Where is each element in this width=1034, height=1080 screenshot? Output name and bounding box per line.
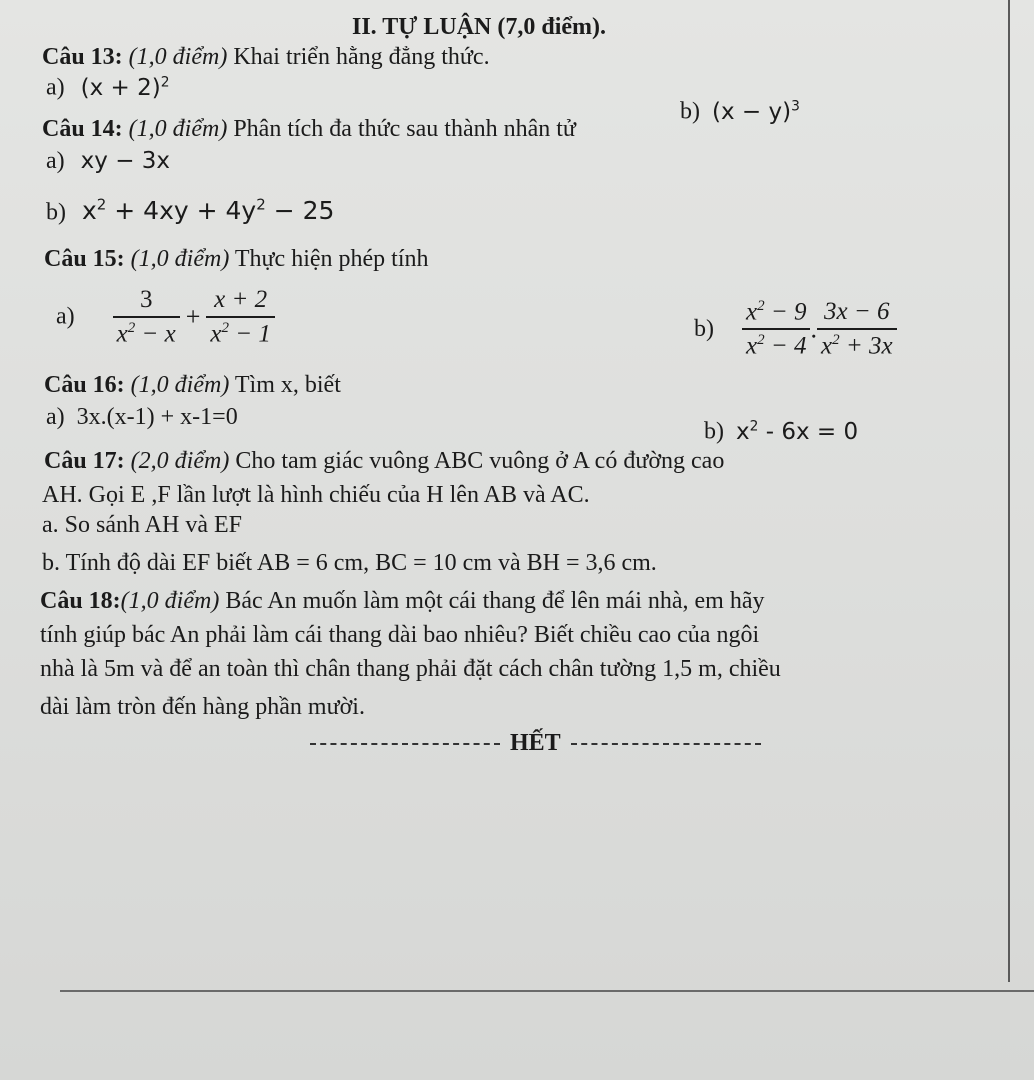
q16-a-label: a) (46, 404, 65, 430)
q13-part-b (680, 98, 800, 126)
end-text: HẾT (510, 730, 561, 756)
q15-a-fraction-2: $\frac{x + 2}{x^2 - 1}$ (206, 286, 274, 348)
q13-points: (1,0 điểm) (128, 44, 228, 70)
q15-part-b: b) $\frac{x^2 - 9}{x^2 - 4}$ . $\frac{3x - 6}{x^2 + 3x}$ (694, 298, 897, 361)
q16-b-label: b) (704, 418, 724, 445)
q18-line-3: nhà là 5m và để an toàn thì chân thang phải đặt cách chân tường 1,5 m, chiều (40, 656, 781, 682)
q18-line-2: tính giúp bác An phải làm cái thang dài bao nhiêu? Biết chiều cao của ngôi (40, 622, 760, 648)
q18-label: Câu 18: (40, 588, 121, 614)
q15-a-label: a) (56, 303, 75, 330)
q14-text: Phân tích đa thức sau thành nhân tử (233, 116, 576, 142)
q18-points: (1,0 điểm) (120, 588, 220, 614)
q16-points: (1,0 điểm) (130, 372, 230, 398)
q18-line-4: dài làm tròn đến hàng phần mười. (40, 694, 365, 720)
q17-part-b: b. Tính độ dài EF biết AB = 6 cm, BC = 10 cm và BH = 3,6 cm. (42, 550, 657, 576)
q14-a-expr: xy − 3x (80, 148, 171, 174)
q15-b-fraction-1: $\frac{x^2 - 9}{x^2 - 4}$ (742, 298, 810, 361)
q15-b-label: b) (694, 315, 714, 342)
q14-label: Câu 14: (42, 116, 123, 142)
q13-b-expr: $(x - y)^3$ (712, 98, 800, 125)
q16-part-a (46, 404, 238, 431)
q13-a-expr: $(x + 2)^2$ (80, 74, 170, 101)
q17-text: Cho tam giác vuông ABC vuông ở A có đường cao (235, 448, 725, 474)
question-14 (42, 116, 576, 143)
question-13 (42, 44, 490, 71)
q16-part-b (704, 418, 858, 446)
question-16 (44, 372, 341, 399)
q15-text: Thực hiện phép tính (234, 246, 429, 272)
q15-b-fraction-2: $\frac{3x - 6}{x^2 + 3x}$ (817, 298, 897, 360)
q15-a-fraction-1: $\frac{3}{x^2 - x}$ (113, 286, 180, 348)
q13-a-label: a) (46, 74, 65, 101)
q14-part-b (46, 196, 334, 226)
question-17 (44, 448, 724, 475)
q15-points: (1,0 điểm) (130, 246, 230, 272)
q16-text: Tìm x, biết (234, 372, 341, 398)
q16-label: Câu 16: (44, 372, 125, 398)
q18-text: Bác An muốn làm một cái thang để lên mái nhà, em hãy (225, 588, 765, 614)
q15-label: Câu 15: (44, 246, 125, 272)
page-border-right (1008, 0, 1010, 982)
q13-label: Câu 13: (42, 44, 123, 70)
q14-part-a (46, 148, 170, 175)
q13-text: Khai triển hằng đẳng thức. (233, 44, 490, 70)
q15-part-a: a) $\frac{3}{x^2 - x}$ + $\frac{x + 2}{x^2 - 1}$ (56, 286, 275, 348)
q17-label: Câu 17: (44, 448, 125, 474)
q14-b-expr: $x^2 + 4xy + 4y^2 - 25$ (82, 196, 335, 226)
q14-a-label: a) (46, 148, 65, 174)
q16-a-expr: 3x.(x-1) + x-1=0 (76, 404, 238, 430)
end-marker (300, 730, 771, 757)
q17-line-2: AH. Gọi E ,F lần lượt là hình chiếu của H lên AB và AC. (42, 482, 590, 508)
q14-points: (1,0 điểm) (128, 116, 228, 142)
q14-b-label: b) (46, 199, 66, 226)
question-18 (40, 588, 765, 615)
q13-b-label: b) (680, 98, 700, 125)
question-15 (44, 246, 429, 273)
q17-part-a: a. So sánh AH và EF (42, 512, 242, 538)
page-border-bottom (60, 990, 1034, 992)
q16-b-expr: $x^2 - 6x = 0$ (736, 418, 859, 445)
end-dash-left (310, 743, 500, 745)
q13-part-a (46, 74, 170, 102)
q17-points: (2,0 điểm) (130, 448, 230, 474)
end-dash-right (571, 743, 761, 745)
section-title: II. TỰ LUẬN (7,0 điểm). (352, 14, 607, 40)
